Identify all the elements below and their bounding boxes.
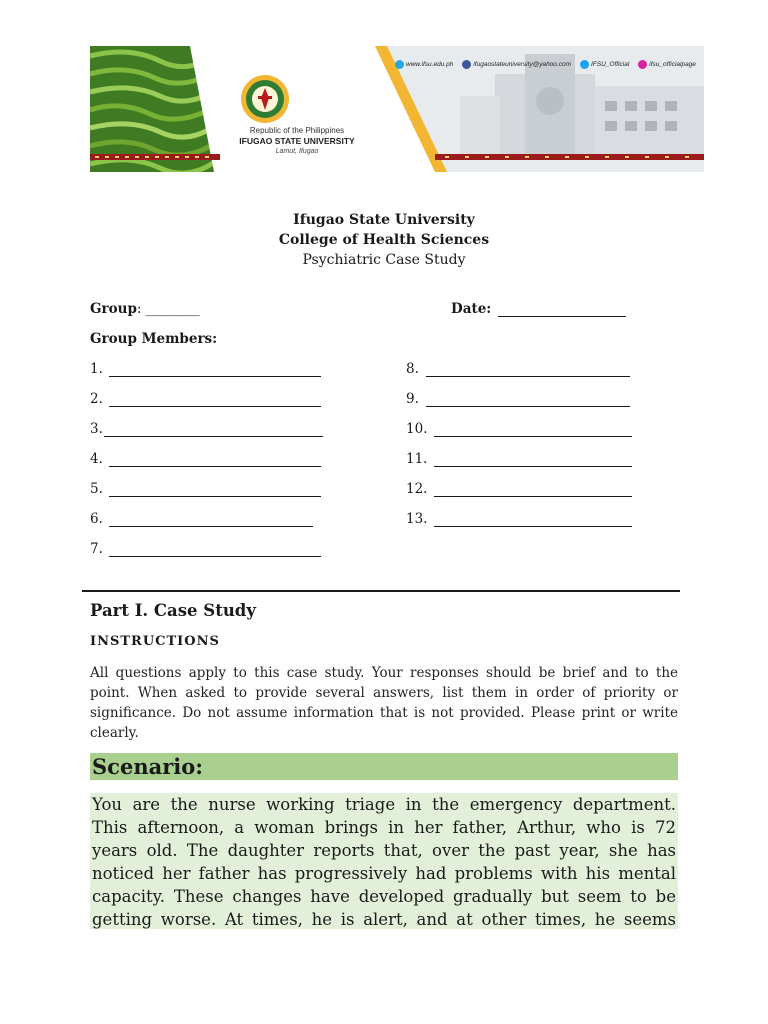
contact-website xyxy=(395,60,453,69)
member-number: 7. xyxy=(90,541,103,557)
member-line-11[interactable] xyxy=(434,466,632,467)
scenario-line: years old. The daughter reports that, over the past year, she has xyxy=(92,841,676,860)
scenario-line: noticed her father has progressively had problems with his mental xyxy=(92,864,676,883)
facebook-icon xyxy=(462,60,471,69)
contact-text: www.ifsu.edu.ph xyxy=(406,60,454,68)
member-line-5[interactable] xyxy=(109,496,321,497)
member-number: 13. xyxy=(406,511,428,527)
banner-institution-text xyxy=(222,126,372,156)
university-name-banner: IFUGAO STATE UNIVERSITY xyxy=(239,136,355,146)
instagram-icon xyxy=(638,60,647,69)
scenario-line: This afternoon, a woman brings in her father, Arthur, who is 72 xyxy=(92,818,676,837)
member-number: 3. xyxy=(90,421,103,437)
date-label: Date: xyxy=(451,301,492,317)
instructions-text: All questions apply to this case study. Your responses should be brief and to the point. When asked to provide several answers, list them in order of priority or significance. Do not assume information that is not provided. Please print or write clearly. xyxy=(90,665,678,741)
scenario-line: getting worse. At times, he is alert, and at other times, he seems xyxy=(92,910,676,929)
member-number: 1. xyxy=(90,361,103,377)
member-line-12[interactable] xyxy=(434,496,632,497)
group-blank: : ________ xyxy=(136,301,200,317)
section-divider xyxy=(82,590,680,592)
instructions-title: INSTRUCTIONS xyxy=(90,634,220,649)
scenario-line: You are the nurse working triage in the emergency department. xyxy=(92,795,676,814)
member-line-1[interactable] xyxy=(109,376,321,377)
university-banner xyxy=(90,46,704,172)
member-line-10[interactable] xyxy=(434,436,632,437)
member-line-3[interactable] xyxy=(104,436,323,437)
contact-email xyxy=(462,60,571,69)
republic-label: Republic of the Philippines xyxy=(249,126,345,135)
scenario-line: capacity. These changes have developed gradually but seem to be xyxy=(92,887,676,906)
university-seal-logo xyxy=(240,74,290,124)
member-line-6[interactable] xyxy=(109,526,313,527)
member-number: 6. xyxy=(90,511,103,527)
globe-icon xyxy=(395,60,404,69)
scenario-body xyxy=(90,793,678,929)
date-blank-line[interactable] xyxy=(498,316,626,317)
member-line-2[interactable] xyxy=(109,406,321,407)
group-field xyxy=(90,301,200,317)
contact-text: ifugaostateuniversity@yahoo.com xyxy=(473,60,571,68)
part-title: Part I. Case Study xyxy=(90,601,256,620)
member-line-4[interactable] xyxy=(109,466,321,467)
contact-list xyxy=(395,58,696,70)
document-university: Ifugao State University xyxy=(293,212,475,228)
member-number: 4. xyxy=(90,451,103,467)
member-number: 5. xyxy=(90,481,103,497)
member-number: 8. xyxy=(406,361,419,377)
scenario-heading-bar xyxy=(90,753,678,780)
group-members-label: Group Members: xyxy=(90,331,218,347)
contact-text: ifsu_officialpage xyxy=(649,60,696,68)
scenario-heading: Scenario: xyxy=(92,754,203,779)
member-line-9[interactable] xyxy=(426,406,630,407)
group-label: Group xyxy=(90,301,137,317)
member-line-8[interactable] xyxy=(426,376,630,377)
member-number: 10. xyxy=(406,421,428,437)
university-location: Lamut, Ifugao xyxy=(275,148,319,155)
member-number: 2. xyxy=(90,391,103,407)
decorative-stripe xyxy=(90,154,704,160)
contact-instagram xyxy=(638,60,696,69)
contact-text: IFSU_Official xyxy=(591,60,630,68)
member-number: 12. xyxy=(406,481,428,497)
contact-twitter xyxy=(580,60,629,69)
document-subtitle: Psychiatric Case Study xyxy=(302,252,466,268)
member-number: 11. xyxy=(406,451,428,467)
twitter-icon xyxy=(580,60,589,69)
document-college: College of Health Sciences xyxy=(278,232,490,248)
member-number: 9. xyxy=(406,391,419,407)
member-line-13[interactable] xyxy=(434,526,632,527)
member-line-7[interactable] xyxy=(109,556,321,557)
